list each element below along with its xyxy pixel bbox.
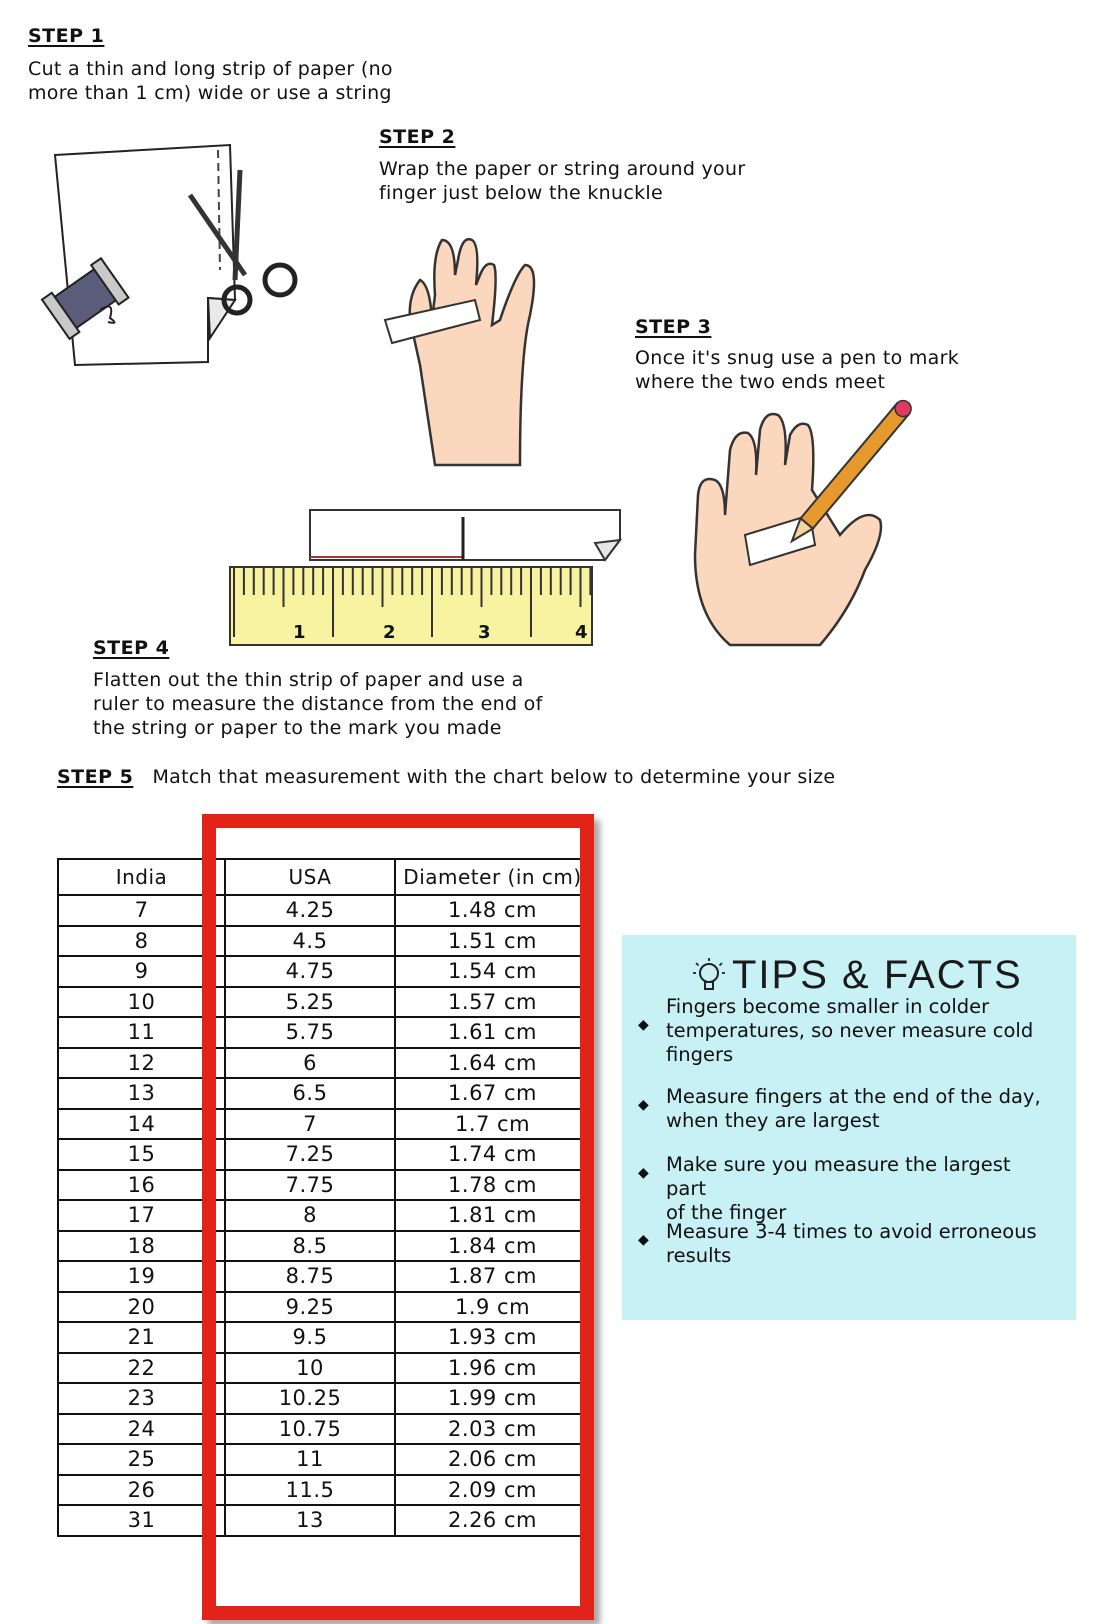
tip-line: Make sure you measure the largest part: [666, 1153, 1011, 1200]
cell-diameter: 1.9 cm: [395, 1292, 590, 1323]
header-india: India: [58, 859, 225, 895]
cell-usa: 9.5: [225, 1322, 395, 1353]
bullet-icon: ◆: [638, 1232, 649, 1248]
header-diameter: Diameter (in cm): [395, 859, 590, 895]
step-5-title: STEP 5: [57, 766, 134, 788]
step-4-line: ruler to measure the distance from the end of: [93, 693, 543, 715]
paper-scissors-illustration: [40, 140, 310, 380]
ruler-number: 4: [575, 622, 588, 643]
cell-usa: 4.25: [225, 895, 395, 926]
cell-usa: 8.75: [225, 1261, 395, 1292]
tip-line: results: [666, 1244, 732, 1267]
cell-india: 10: [58, 987, 225, 1018]
tip-item: [666, 995, 1056, 1067]
cell-diameter: 1.7 cm: [395, 1109, 590, 1140]
cell-diameter: 2.06 cm: [395, 1444, 590, 1475]
cell-usa: 4.5: [225, 926, 395, 957]
cell-usa: 11: [225, 1444, 395, 1475]
cell-diameter: 1.51 cm: [395, 926, 590, 957]
cell-usa: 7: [225, 1109, 395, 1140]
ruler-number: 3: [478, 622, 491, 643]
cell-india: 14: [58, 1109, 225, 1140]
cell-india: 31: [58, 1505, 225, 1536]
bullet-icon: ◆: [638, 1165, 649, 1181]
step-4-line: the string or paper to the mark you made: [93, 717, 502, 739]
cell-usa: 13: [225, 1505, 395, 1536]
cell-india: 17: [58, 1200, 225, 1231]
cell-usa: 5.75: [225, 1017, 395, 1048]
step-3-line: where the two ends meet: [635, 371, 886, 393]
cell-diameter: 1.93 cm: [395, 1322, 590, 1353]
cell-diameter: 1.54 cm: [395, 956, 590, 987]
cell-diameter: 1.48 cm: [395, 895, 590, 926]
step-4-title: STEP 4: [93, 637, 170, 659]
cell-india: 20: [58, 1292, 225, 1323]
cell-usa: 8: [225, 1200, 395, 1231]
cell-diameter: 1.64 cm: [395, 1048, 590, 1079]
step-1-text: [28, 57, 393, 105]
cell-india: 21: [58, 1322, 225, 1353]
cell-usa: 4.75: [225, 956, 395, 987]
tip-line: Measure 3-4 times to avoid erroneous: [666, 1220, 1037, 1243]
cell-usa: 6: [225, 1048, 395, 1079]
step-4-text: [93, 668, 543, 740]
tip-item: [666, 1220, 1056, 1268]
step-1-title: STEP 1: [28, 25, 105, 47]
cell-diameter: 1.61 cm: [395, 1017, 590, 1048]
tip-line: when they are largest: [666, 1109, 880, 1132]
step-3-title: STEP 3: [635, 316, 712, 338]
cell-usa: 7.75: [225, 1170, 395, 1201]
highlight-frame: [202, 814, 594, 1620]
cell-usa: 10.25: [225, 1383, 395, 1414]
cell-india: 15: [58, 1139, 225, 1170]
hand-pencil-illustration: [690, 385, 930, 655]
cell-diameter: 1.81 cm: [395, 1200, 590, 1231]
cell-india: 23: [58, 1383, 225, 1414]
tip-line: of the finger: [666, 1201, 787, 1224]
cell-diameter: 1.87 cm: [395, 1261, 590, 1292]
cell-diameter: 1.99 cm: [395, 1383, 590, 1414]
tip-item: [666, 1085, 1056, 1133]
cell-india: 18: [58, 1231, 225, 1262]
tip-item: [666, 1153, 1056, 1225]
cell-india: 8: [58, 926, 225, 957]
tips-box: [622, 935, 1076, 1320]
cell-india: 16: [58, 1170, 225, 1201]
step-3-line: Once it's snug use a pen to mark: [635, 347, 960, 369]
tips-title: TIPS & FACTS: [732, 953, 1023, 997]
cell-usa: 10: [225, 1353, 395, 1384]
cell-diameter: 1.74 cm: [395, 1139, 590, 1170]
cell-india: 13: [58, 1078, 225, 1109]
cell-diameter: 1.84 cm: [395, 1231, 590, 1262]
cell-india: 25: [58, 1444, 225, 1475]
cell-india: 19: [58, 1261, 225, 1292]
cell-india: 24: [58, 1414, 225, 1445]
cell-diameter: 2.09 cm: [395, 1475, 590, 1506]
step-4-line: Flatten out the thin strip of paper and use a: [93, 669, 524, 691]
ruler-illustration: [230, 505, 630, 650]
bullet-icon: ◆: [638, 1097, 649, 1113]
cell-usa: 8.5: [225, 1231, 395, 1262]
step-2-title: STEP 2: [379, 126, 456, 148]
cell-diameter: 2.26 cm: [395, 1505, 590, 1536]
cell-india: 26: [58, 1475, 225, 1506]
lightbulb-icon: [692, 957, 726, 997]
tip-line: temperatures, so never measure cold: [666, 1019, 1034, 1042]
tip-line: Fingers become smaller in colder: [666, 995, 990, 1018]
tip-line: fingers: [666, 1043, 734, 1066]
cell-usa: 9.25: [225, 1292, 395, 1323]
ruler-number: 2: [383, 622, 396, 643]
cell-usa: 5.25: [225, 987, 395, 1018]
step-2-line: Wrap the paper or string around your: [379, 158, 746, 180]
cell-diameter: 1.96 cm: [395, 1353, 590, 1384]
step-1-line: Cut a thin and long strip of paper (no: [28, 58, 393, 80]
ruler-number: 1: [293, 622, 306, 643]
step-1-line: more than 1 cm) wide or use a string: [28, 82, 392, 104]
hand-wrap-illustration: [380, 225, 560, 470]
cell-india: 11: [58, 1017, 225, 1048]
cell-diameter: 2.03 cm: [395, 1414, 590, 1445]
step-5-text: Match that measurement with the chart below to determine your size: [152, 766, 836, 788]
cell-india: 9: [58, 956, 225, 987]
step-2-text: [379, 157, 745, 205]
tip-line: Measure fingers at the end of the day,: [666, 1085, 1041, 1108]
cell-india: 12: [58, 1048, 225, 1079]
cell-diameter: 1.67 cm: [395, 1078, 590, 1109]
step-2-line: finger just below the knuckle: [379, 182, 663, 204]
cell-diameter: 1.57 cm: [395, 987, 590, 1018]
cell-usa: 11.5: [225, 1475, 395, 1506]
header-usa: USA: [225, 859, 395, 895]
cell-usa: 6.5: [225, 1078, 395, 1109]
cell-usa: 10.75: [225, 1414, 395, 1445]
cell-usa: 7.25: [225, 1139, 395, 1170]
cell-diameter: 1.78 cm: [395, 1170, 590, 1201]
cell-india: 22: [58, 1353, 225, 1384]
cell-india: 7: [58, 895, 225, 926]
step-5: [57, 765, 835, 789]
bullet-icon: ◆: [638, 1017, 649, 1033]
